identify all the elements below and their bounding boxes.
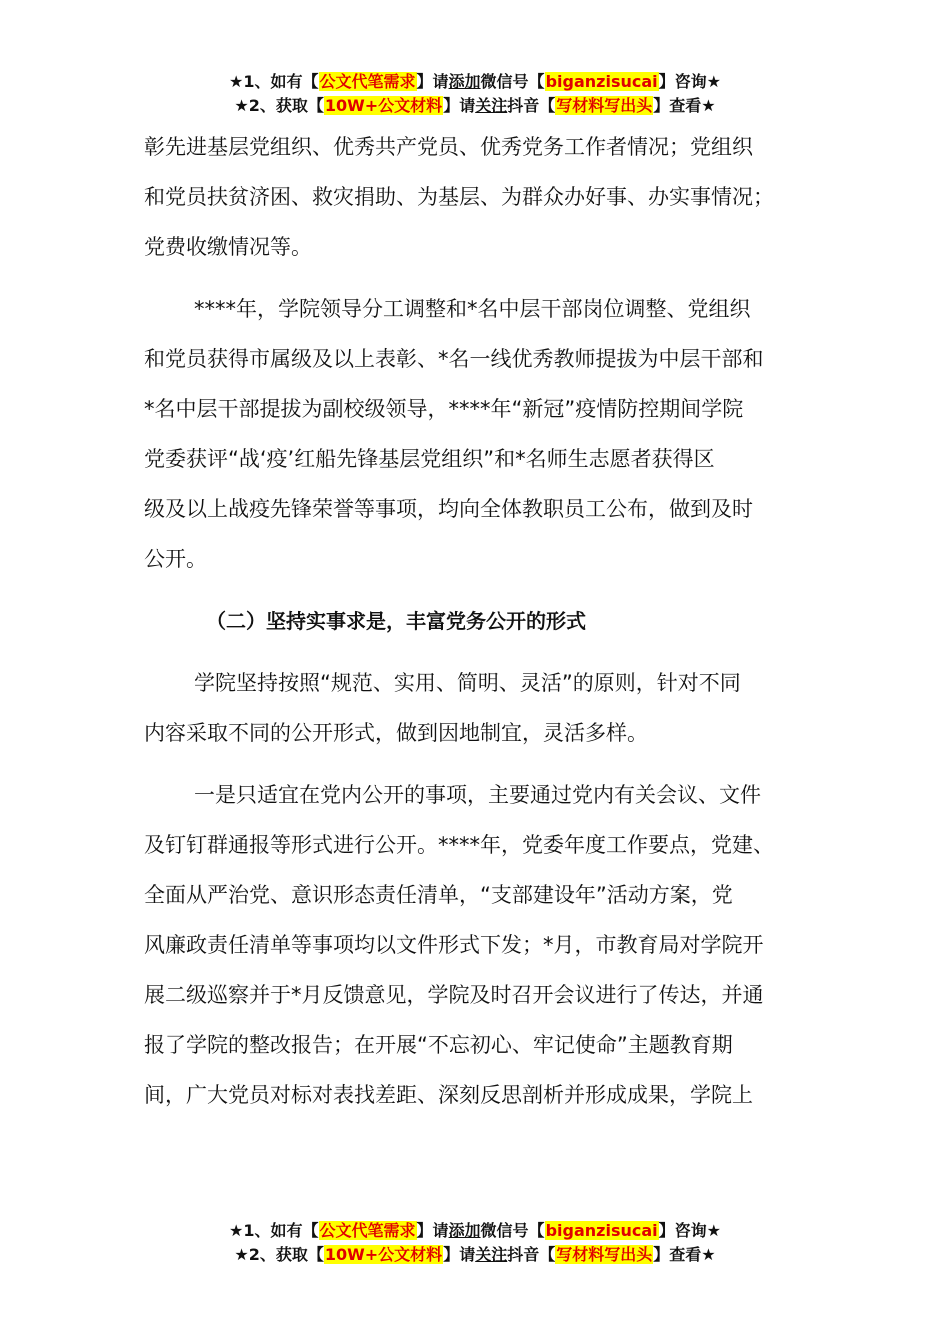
header-banner — [0, 70, 950, 118]
paragraph — [144, 122, 816, 272]
star-icon: ★ — [229, 1221, 244, 1240]
highlight-materials: 10W+公文材料 — [324, 96, 443, 115]
text-line: 和党员获得市属级及以上表彰、*名一线优秀教师提拔为中层干部和 — [144, 347, 764, 371]
highlight-wechat-id: biganzisucai — [545, 1221, 658, 1240]
highlight-wechat-id: biganzisucai — [545, 72, 658, 91]
banner-line-2: ★2、获取【10W+公文材料】请关注抖音【写材料写出头】查看★ — [234, 1245, 716, 1264]
text-line: 间，广大党员对标对表找差距、深刻反思剖析并形成成果，学院上 — [144, 1083, 753, 1107]
paragraph — [144, 658, 816, 758]
highlight-materials: 10W+公文材料 — [324, 1245, 443, 1264]
text-line: 学院坚持按照“规范、实用、简明、灵活”的原则，针对不同 — [194, 671, 741, 695]
banner-line-1: ★1、如有【公文代笔需求】请添加微信号【biganzisucai】咨询★ — [229, 1221, 721, 1240]
text-line: ****年，学院领导分工调整和*名中层干部岗位调整、党组织 — [194, 297, 751, 321]
section-heading: （二）坚持实事求是，丰富党务公开的形式 — [206, 609, 586, 633]
paragraph — [144, 770, 816, 1120]
text-line: 党委获评“战‘疫’红船先锋基层党组织”和*名师生志愿者获得区 — [144, 447, 715, 471]
highlight-service: 公文代笔需求 — [319, 72, 416, 91]
text-line: 公开。 — [144, 547, 207, 571]
star-icon: ★ — [234, 96, 249, 115]
text-line: 内容采取不同的公开形式，做到因地制宜，灵活多样。 — [144, 721, 648, 745]
text-line: 及钉钉群通报等形式进行公开。****年，党委年度工作要点，党建、 — [144, 833, 774, 857]
text-line: 和党员扶贫济困、救灾捐助、为基层、为群众办好事、办实事情况； — [144, 185, 774, 209]
text-line: 级及以上战疫先锋荣誉等事项，均向全体教职员工公布，做到及时 — [144, 497, 753, 521]
text-line: 展二级巡察并于*月反馈意见，学院及时召开会议进行了传达，并通 — [144, 983, 764, 1007]
banner-line-1: ★1、如有【公文代笔需求】请添加微信号【biganzisucai】咨询★ — [229, 72, 721, 91]
text-line: 风廉政责任清单等事项均以文件形式下发；*月，市教育局对学院开 — [144, 933, 764, 957]
text-line: 报了学院的整改报告；在开展“不忘初心、牢记使命”主题教育期 — [144, 1033, 733, 1057]
text-line: 一是只适宜在党内公开的事项，主要通过党内有关会议、文件 — [194, 783, 761, 807]
highlight-douyin: 写材料写出头 — [556, 96, 653, 115]
paragraph — [144, 284, 816, 584]
highlight-service: 公文代笔需求 — [319, 1221, 416, 1240]
star-icon: ★ — [234, 1245, 249, 1264]
star-icon: ★ — [229, 72, 244, 91]
document-body — [144, 122, 816, 1120]
text-line: 党费收缴情况等。 — [144, 235, 312, 259]
text-line: 彰先进基层党组织、优秀共产党员、优秀党务工作者情况；党组织 — [144, 135, 753, 159]
footer-banner — [0, 1219, 950, 1267]
highlight-douyin: 写材料写出头 — [556, 1245, 653, 1264]
banner-line-2: ★2、获取【10W+公文材料】请关注抖音【写材料写出头】查看★ — [234, 96, 716, 115]
text-line: 全面从严治党、意识形态责任清单，“支部建设年”活动方案，党 — [144, 883, 733, 907]
text-line: *名中层干部提拔为副校级领导，****年“新冠”疫情防控期间学院 — [144, 397, 744, 421]
